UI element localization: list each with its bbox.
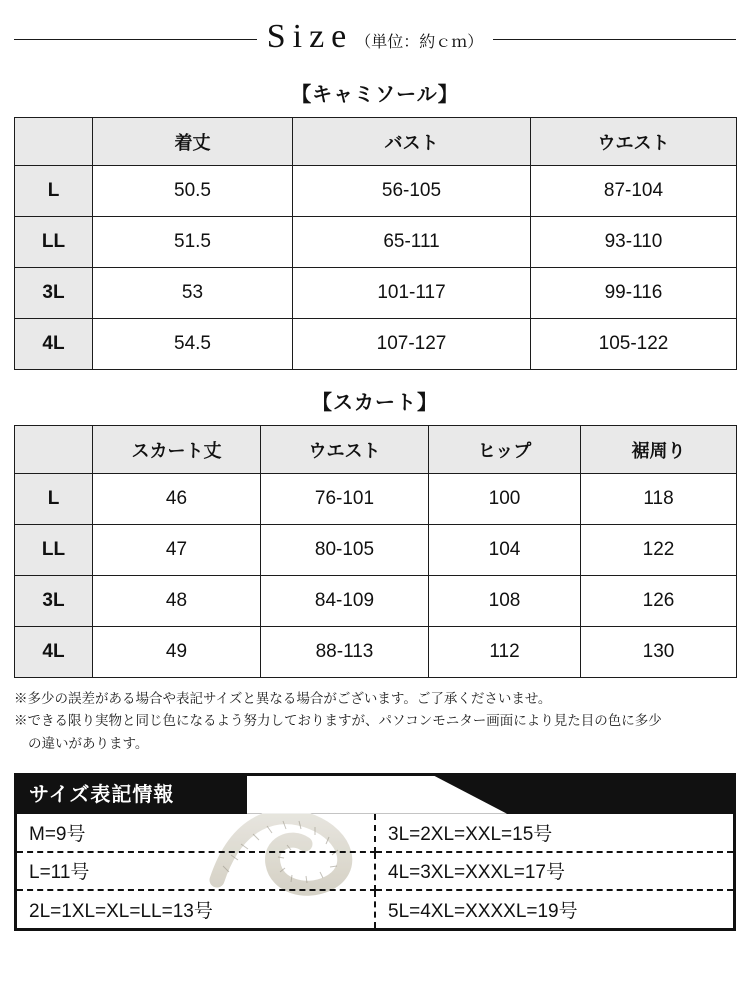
row-header-size: LL (15, 217, 93, 268)
row-header-size: L (15, 166, 93, 217)
note-line-3: の違いがあります。 (28, 735, 149, 751)
size-notation-title: サイズ表記情報 (29, 783, 175, 806)
cell-hip: 100 (429, 474, 581, 525)
column-header-size (15, 426, 93, 474)
size-notation-body (17, 814, 733, 928)
cell-waist: 87-104 (531, 166, 737, 217)
row-header-size: 4L (15, 319, 93, 370)
column-header-hem: 裾周り (581, 426, 737, 474)
table-header-row (15, 118, 737, 166)
note-line-1: ※多少の誤差がある場合や表記サイズと異なる場合がございます。ご了承くださいませ。 (14, 691, 552, 706)
size-notation-left: M=9号 (17, 814, 375, 852)
cell-bust: 65-111 (293, 217, 531, 268)
table-row (15, 166, 737, 217)
row-header-size: L (15, 474, 93, 525)
list-item (17, 852, 733, 890)
size-notation-left: 2L=1XL=XL=LL=13号 (17, 890, 375, 928)
size-notation-left: L=11号 (17, 852, 375, 890)
row-header-size: 3L (15, 576, 93, 627)
cell-hip: 112 (429, 627, 581, 678)
cell-skirt-length: 48 (93, 576, 261, 627)
cell-hem: 118 (581, 474, 737, 525)
size-notation-right: 5L=4XL=XXXXL=19号 (388, 900, 578, 922)
row-header-size: LL (15, 525, 93, 576)
cell-length: 53 (93, 268, 293, 319)
table-row (15, 474, 737, 525)
column-header-size (15, 118, 93, 166)
table-row (15, 319, 737, 370)
table-row (15, 576, 737, 627)
table-row (15, 627, 737, 678)
column-header-hip: ヒップ (429, 426, 581, 474)
header-rule-right (493, 39, 736, 40)
cell-length: 50.5 (93, 166, 293, 217)
page-title (267, 18, 484, 56)
page-header (14, 0, 736, 62)
size-notation-right: 4L=3XL=XXXL=17号 (375, 852, 733, 890)
cell-waist: 88-113 (261, 627, 429, 678)
cell-hip: 108 (429, 576, 581, 627)
cell-bust: 56-105 (293, 166, 531, 217)
cell-hem: 130 (581, 627, 737, 678)
page-title-unit: （単位：約ｃｍ） (355, 34, 484, 51)
column-header-waist: ウエスト (531, 118, 737, 166)
cell-length: 51.5 (93, 217, 293, 268)
table-row (15, 268, 737, 319)
cell-waist: 99-116 (531, 268, 737, 319)
note-line-2: ※できる限り実物と同じ色になるよう努力しておりますが、パソコンモニター画面により見た目の色に多少 (14, 713, 662, 729)
row-header-size: 4L (15, 627, 93, 678)
table-header-row (15, 426, 737, 474)
row-header-size: 3L (15, 268, 93, 319)
table-row (15, 525, 737, 576)
cell-waist: 105-122 (531, 319, 737, 370)
cell-length: 54.5 (93, 319, 293, 370)
column-header-skirt-length: スカート丈 (93, 426, 261, 474)
cell-hem: 126 (581, 576, 737, 627)
cell-hip: 104 (429, 525, 581, 576)
cell-skirt-length: 46 (93, 474, 261, 525)
cell-waist: 80-105 (261, 525, 429, 576)
list-item (17, 890, 733, 928)
column-header-length: 着丈 (93, 118, 293, 166)
table-row (15, 217, 737, 268)
size-notation-header (17, 776, 733, 814)
camisole-size-table (14, 117, 737, 370)
cell-hem: 122 (581, 525, 737, 576)
size-notation-table (17, 814, 733, 928)
cell-waist: 84-109 (261, 576, 429, 627)
cell-waist: 76-101 (261, 474, 429, 525)
skirt-size-table (14, 425, 737, 678)
skirt-section-title: 【スカート】 (312, 392, 438, 414)
list-item (17, 814, 733, 852)
page-title-main: Size (266, 18, 354, 55)
column-header-waist: ウエスト (261, 426, 429, 474)
size-notation-right: 3L=2XL=XXL=15号 (375, 814, 733, 852)
header-rule-left (14, 39, 257, 40)
cell-bust: 101-117 (293, 268, 531, 319)
cell-skirt-length: 49 (93, 627, 261, 678)
cell-skirt-length: 47 (93, 525, 261, 576)
size-notation-box (14, 773, 736, 931)
cell-bust: 107-127 (293, 319, 531, 370)
cell-waist: 93-110 (531, 217, 737, 268)
disclaimer-notes (14, 688, 736, 755)
camisole-section-title: 【キャミソール】 (291, 84, 459, 106)
column-header-bust: バスト (293, 118, 531, 166)
